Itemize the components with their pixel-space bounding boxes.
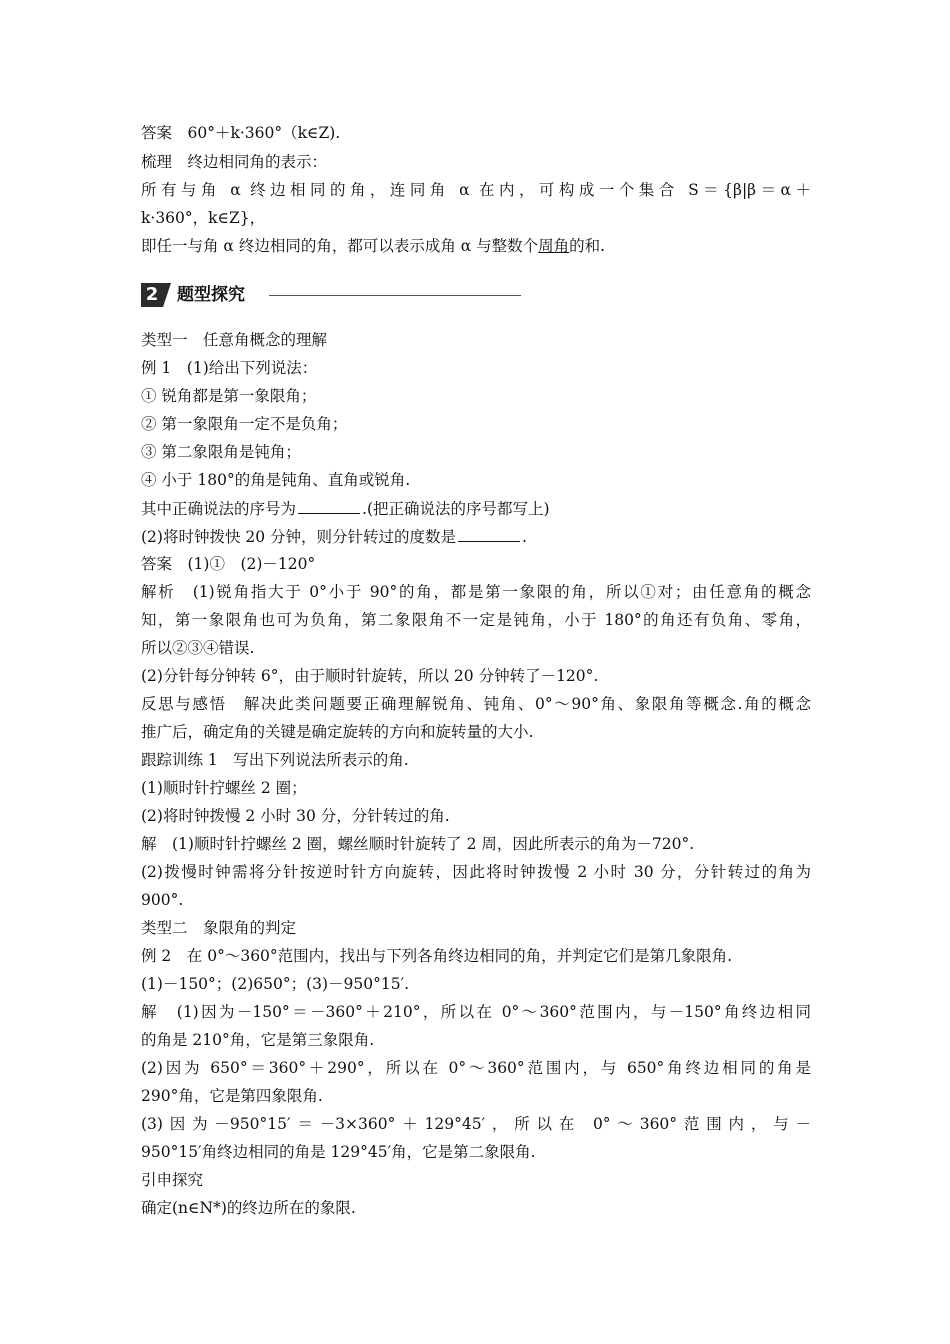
- summary-line-2: k·360°，k∈Z}，: [141, 209, 266, 227]
- question-1-line: [141, 498, 811, 519]
- question-2-text: (2)将时钟拨快 20 分钟，则分针转过的度数是: [141, 528, 457, 546]
- example-2-solution-1b: 的角是 210°角，它是第三象限角.: [141, 1031, 375, 1049]
- summary-heading: 梳理 终边相同角的表示：: [141, 153, 328, 171]
- exercise-1-title: 跟踪训练 1 写出下列说法所表示的角.: [141, 751, 409, 769]
- example-1-answer: 答案 (1)① (2)－120°: [141, 555, 316, 573]
- exercise-1-item-1: (1)顺时针拧螺丝 2 圈；: [141, 779, 307, 797]
- question-1-suffix: .(把正确说法的序号都写上): [362, 500, 550, 518]
- exercise-1-item-2: (2)将时钟拨慢 2 小时 30 分，分针转过的角.: [141, 807, 450, 825]
- underlined-term: 周角: [538, 237, 570, 255]
- summary-line-3: [141, 236, 811, 256]
- answer-line: 答案 60°＋k·360°（k∈Z).: [141, 124, 341, 142]
- section-rule: [269, 295, 521, 296]
- exercise-1-solution-2: (2)拨慢时钟需将分针按逆时针方向旋转，因此将时钟拨慢 2 小时 30 分，分针转过的角为: [141, 863, 811, 881]
- type-one-heading: 类型一 任意角概念的理解: [141, 331, 328, 349]
- statement-4: ④ 小于 180°的角是钝角、直角或锐角.: [141, 471, 411, 489]
- example-1-title: 例 1 (1)给出下列说法：: [141, 359, 318, 377]
- example-2-solution-3b: 950°15′角终边相同的角是 129°45′角，它是第二象限角.: [141, 1143, 536, 1161]
- extension-heading: 引申探究: [141, 1171, 204, 1189]
- example-2-items: (1)－150°；(2)650°；(3)－950°15′.: [141, 975, 410, 993]
- question-2-line: [141, 526, 811, 547]
- section-header: [141, 283, 521, 307]
- extension-question: 确定(n∈N*)的终边所在的象限.: [141, 1199, 356, 1217]
- statement-1: ① 锐角都是第一象限角；: [141, 387, 317, 405]
- summary-text-post: 的和.: [569, 237, 606, 255]
- reflection-line-1: 反思与感悟 解决此类问题要正确理解锐角、钝角、0°～90°角、象限角等概念.角的概念: [141, 695, 811, 713]
- reflection-line-2: 推广后，确定角的关键是确定旋转的方向和旋转量的大小.: [141, 723, 534, 741]
- example-2-solution-1a: 解 (1)因为－150°＝－360°＋210°，所以在 0°～360°范围内，与－150°角终边相同: [141, 1003, 811, 1021]
- analysis-line-1: 解析 (1)锐角指大于 0°小于 90°的角，都是第一象限的角，所以①对；由任意角的概念: [141, 583, 811, 601]
- example-2-solution-3a: (3)因为－950°15′＝－3×360°＋129°45′，所以在 0°～360°范围内，与－: [141, 1115, 811, 1133]
- statement-3: ③ 第二象限角是钝角；: [141, 443, 301, 461]
- statement-2: ② 第一象限角一定不是负角；: [141, 415, 348, 433]
- analysis-line-2: 知，第一象限角也可为负角，第二象限角不一定是钝角，小于 180°的角还有负角、零角，: [141, 611, 811, 629]
- example-2-title: 例 2 在 0°～360°范围内，找出与下列各角终边相同的角，并判定它们是第几象限角.: [141, 947, 733, 965]
- exercise-1-solution-1: 解 (1)顺时针拧螺丝 2 圈，螺丝顺时针旋转了 2 周，因此所表示的角为－720°.: [141, 835, 695, 853]
- summary-line-1: 所有与角 α 终边相同的角，连同角 α 在内，可构成一个集合 S＝{β|β＝α＋: [141, 181, 811, 199]
- answer-blank-1: [298, 498, 360, 514]
- example-2-solution-2a: (2)因为 650°＝360°＋290°，所以在 0°～360°范围内，与 650°角终边相同的角是: [141, 1059, 811, 1077]
- analysis-line-4: (2)分针每分钟转 6°，由于顺时针旋转，所以 20 分钟转了－120°.: [141, 667, 599, 685]
- section-badge-wedge: [163, 283, 171, 307]
- question-1-text: 其中正确说法的序号为: [141, 500, 297, 518]
- section-number: 2: [141, 283, 163, 307]
- analysis-line-3: 所以②③④错误.: [141, 639, 255, 657]
- summary-text-pre: 即任一与角 α 终边相同的角，都可以表示成角 α 与整数个: [141, 237, 539, 255]
- answer-blank-2: [458, 526, 520, 542]
- question-2-suffix: .: [522, 528, 527, 546]
- section-title: 题型探究: [177, 285, 245, 305]
- exercise-1-solution-3: 900°.: [141, 891, 184, 909]
- example-2-solution-2b: 290°角，它是第四象限角.: [141, 1087, 323, 1105]
- type-two-heading: 类型二 象限角的判定: [141, 919, 297, 937]
